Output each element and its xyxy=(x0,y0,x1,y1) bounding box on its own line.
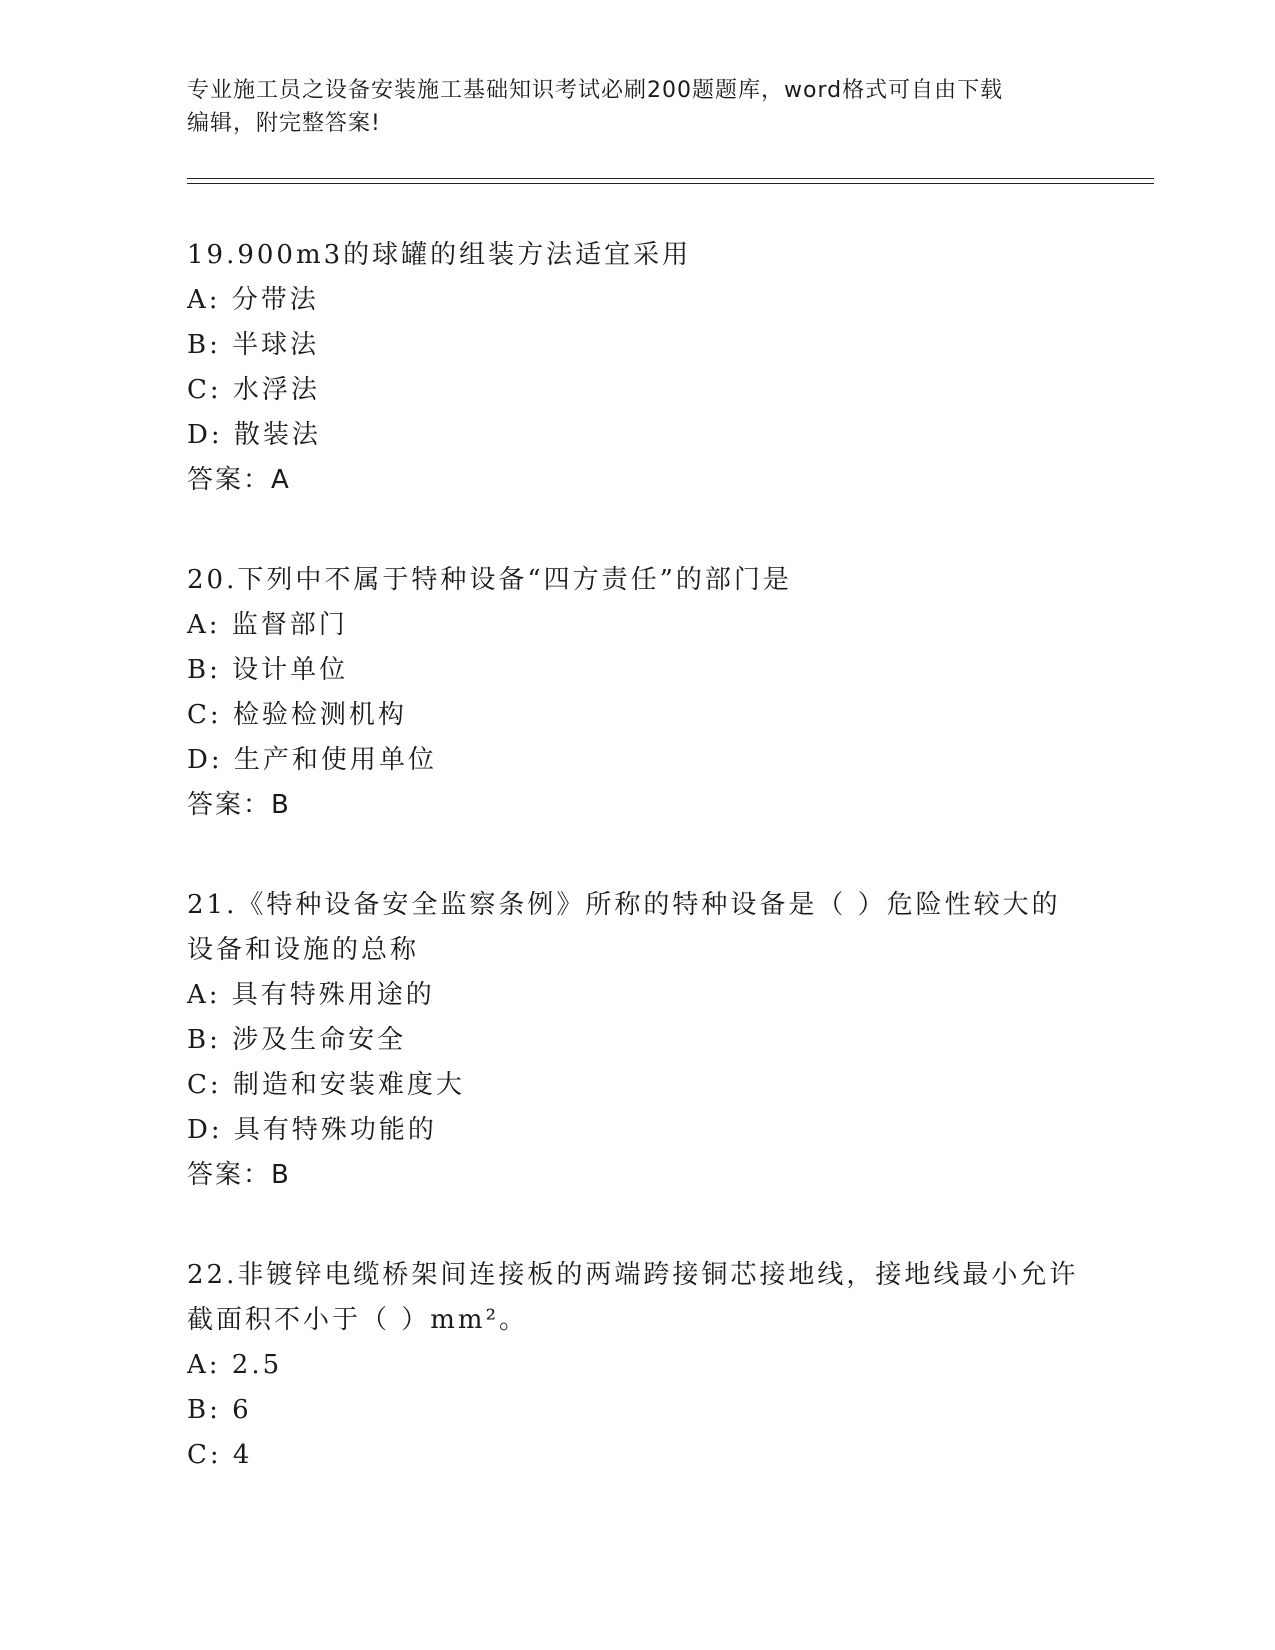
document-header xyxy=(187,74,1087,140)
answer-line: 答案：A xyxy=(187,465,291,495)
option-c: C: 制造和安装难度大 xyxy=(187,1070,465,1100)
question-20 xyxy=(187,558,1087,828)
answer-line: 答案：B xyxy=(187,1160,291,1190)
option-c: C: 检验检测机构 xyxy=(187,700,407,730)
option-b: B: 半球法 xyxy=(187,330,320,360)
question-22 xyxy=(187,1253,1087,1478)
question-stem: 21.《特种设备安全监察条例》所称的特种设备是（ ）危险性较大的设备和设施的总称 xyxy=(187,890,1061,965)
option-d: D: 具有特殊功能的 xyxy=(187,1115,437,1145)
option-a: A: 分带法 xyxy=(187,285,319,315)
option-a: A: 2.5 xyxy=(187,1350,283,1380)
option-d: D: 生产和使用单位 xyxy=(187,745,437,775)
option-c: C: 水浮法 xyxy=(187,375,320,405)
option-a: A: 具有特殊用途的 xyxy=(187,980,435,1010)
option-d: D: 散装法 xyxy=(187,420,321,450)
option-b: B: 设计单位 xyxy=(187,655,349,685)
option-a: A: 监督部门 xyxy=(187,610,348,640)
question-list xyxy=(187,233,1087,1533)
header-line-2: 编辑，附完整答案! xyxy=(187,111,381,136)
question-19 xyxy=(187,233,1087,503)
question-21 xyxy=(187,883,1087,1198)
question-stem: 20.下列中不属于特种设备“四方责任”的部门是 xyxy=(187,565,792,595)
option-c: C: 4 xyxy=(187,1440,253,1470)
question-stem: 22.非镀锌电缆桥架间连接板的两端跨接铜芯接地线，接地线最小允许截面积不小于（ ）mm²。 xyxy=(187,1260,1079,1335)
header-line-1: 专业施工员之设备安装施工基础知识考试必刷200题题库，word格式可自由下载 xyxy=(187,78,1004,103)
header-divider xyxy=(187,178,1154,184)
question-stem: 19.900m3的球罐的组装方法适宜采用 xyxy=(187,240,692,270)
option-b: B: 6 xyxy=(187,1395,252,1425)
option-b: B: 涉及生命安全 xyxy=(187,1025,407,1055)
answer-line: 答案：B xyxy=(187,790,291,820)
